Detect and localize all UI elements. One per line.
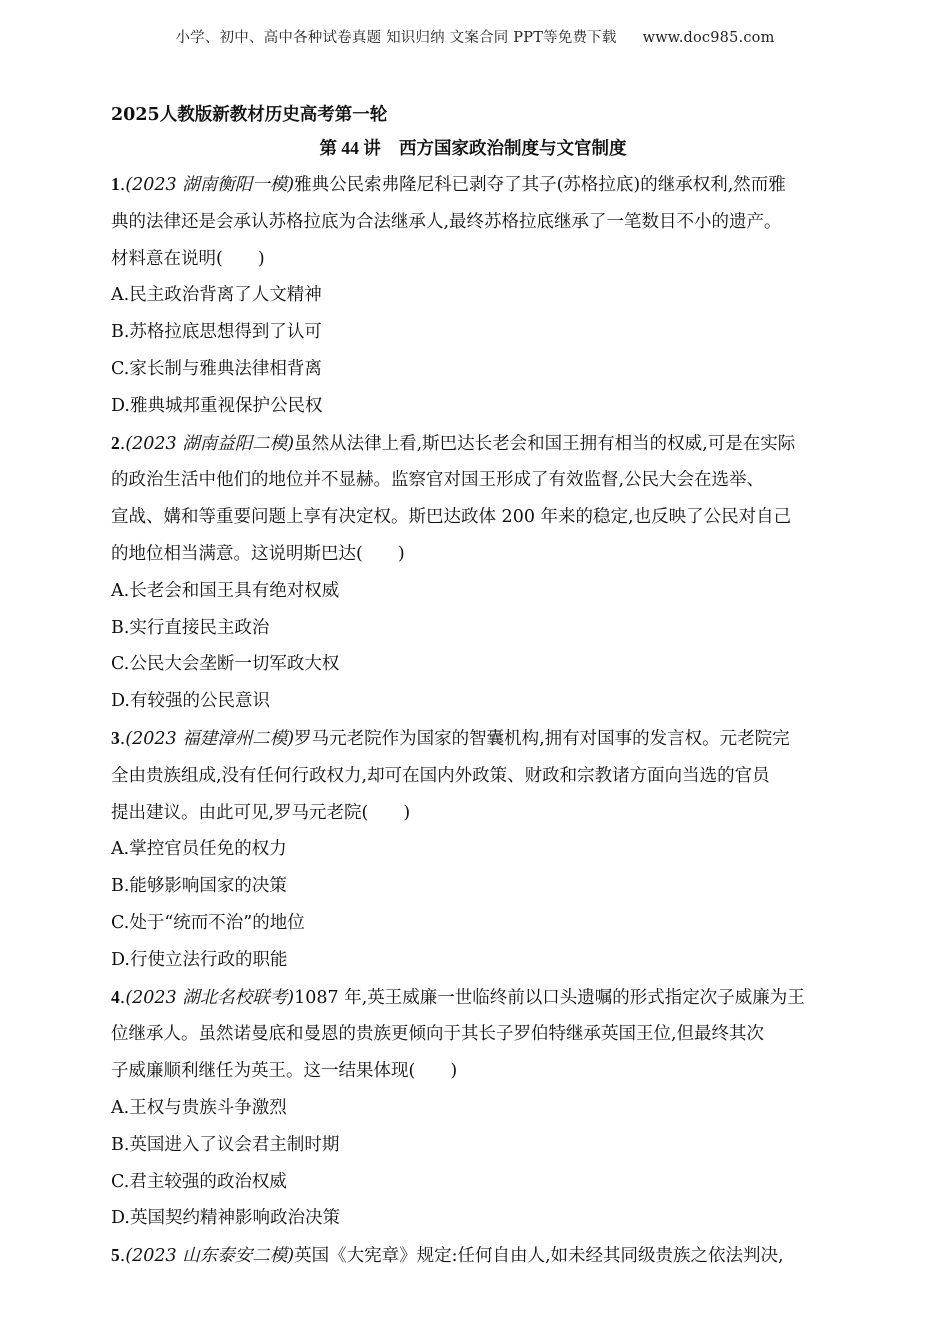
option-b: B.实行直接民主政治 xyxy=(111,617,270,638)
option-a: A.掌控官员任免的权力 xyxy=(111,839,287,860)
option-d: D.雅典城邦重视保护公民权 xyxy=(111,395,323,416)
question-stem-line: 1.(2023 湖南衡阳一模)雅典公民索弗隆尼科已剥夺了其子(苏格拉底)的继承权利,然而雅 xyxy=(111,174,786,195)
question-number: 2 xyxy=(111,432,120,453)
option-b: B.能够影响国家的决策 xyxy=(111,876,287,897)
option-a: A.王权与贵族斗争激烈 xyxy=(111,1097,287,1118)
lecture-number: 第 44 讲 xyxy=(319,138,381,158)
question-stem-line: 的地位相当满意。这说明斯巴达( ) xyxy=(111,543,405,564)
option-b: B.苏格拉底思想得到了认可 xyxy=(111,322,322,343)
option-a: A.长老会和国王具有绝对权威 xyxy=(111,580,340,601)
document-content xyxy=(111,100,855,1275)
option-d: D.有较强的公民意识 xyxy=(111,691,270,712)
question-stem-line: 材料意在说明( ) xyxy=(111,248,265,269)
option-c: C.处于“统而不治”的地位 xyxy=(111,912,305,933)
option-d: D.英国契约精神影响政治决策 xyxy=(111,1208,340,1229)
question-text: 1087 年,英王威廉一世临终前以口头遗嘱的形式指定次子威廉为王 xyxy=(294,987,805,1008)
option-c: C.家长制与雅典法律相背离 xyxy=(111,358,322,379)
option-d: D.行使立法行政的职能 xyxy=(111,949,288,970)
question-1 xyxy=(111,166,855,425)
header-site[interactable]: www.doc985.com xyxy=(642,30,775,46)
document-title: 2025人教版新教材历史高考第一轮 xyxy=(111,105,388,125)
option-c: C.公民大会垄断一切军政大权 xyxy=(111,654,340,675)
question-source: (2023 福建漳州二模) xyxy=(125,728,295,749)
question-stem-line: 子威廉顺利继任为英王。这一结果体现( ) xyxy=(111,1061,458,1082)
question-text: 罗马元老院作为国家的智囊机构,拥有对国事的发言权。元老院完 xyxy=(294,728,790,749)
question-stem-line: 3.(2023 福建漳州二模)罗马元老院作为国家的智囊机构,拥有对国事的发言权。元老院完 xyxy=(111,727,790,749)
question-stem-line: 4.(2023 湖北名校联考)1087 年,英王威廉一世临终前以口头遗嘱的形式指定次子威廉为王 xyxy=(111,986,805,1008)
page-header xyxy=(0,26,950,47)
question-source: (2023 山东泰安二模) xyxy=(125,1246,295,1267)
question-text: 虽然从法律上看,斯巴达长老会和国王拥有相当的权威,可是在实际 xyxy=(294,433,796,454)
header-tagline: 小学、初中、高中各种试卷真题 知识归纳 文案合同 PPT等免费下载 xyxy=(175,30,617,46)
question-3 xyxy=(111,720,855,979)
question-source: (2023 湖南益阳二模) xyxy=(125,433,295,454)
question-source: (2023 湖南衡阳一模) xyxy=(125,175,295,195)
question-stem-line: 2.(2023 湖南益阳二模)虽然从法律上看,斯巴达长老会和国王拥有相当的权威,可是在实际 xyxy=(111,432,796,454)
question-2 xyxy=(111,425,855,720)
question-stem-line: 提出建议。由此可见,罗马元老院( ) xyxy=(111,802,411,823)
question-number: 3 xyxy=(111,727,120,748)
lecture-topic: 西方国家政治制度与文官制度 xyxy=(399,139,627,159)
question-number: 5 xyxy=(111,1245,120,1266)
question-text: 雅典公民索弗隆尼科已剥夺了其子(苏格拉底)的继承权利,然而雅 xyxy=(294,175,786,195)
question-stem-line: 的政治生活中他们的地位并不显赫。监察官对国王形成了有效监督,公民大会在选举、 xyxy=(111,470,765,491)
question-text: 英国《大宪章》规定:任何自由人,如未经其同级贵族之依法判决, xyxy=(294,1246,784,1267)
question-stem-line: 5.(2023 山东泰安二模)英国《大宪章》规定:任何自由人,如未经其同级贵族之依法判决, xyxy=(111,1245,784,1267)
question-stem-line: 宣战、媾和等重要问题上享有决定权。斯巴达政体 200 年来的稳定,也反映了公民对自己 xyxy=(111,507,792,528)
question-stem-line: 位继承人。虽然诺曼底和曼恩的贵族更倾向于其长子罗伯特继承英国王位,但最终其次 xyxy=(111,1024,765,1045)
option-c: C.君主较强的政治权威 xyxy=(111,1171,287,1192)
question-4 xyxy=(111,979,855,1238)
question-5 xyxy=(111,1237,855,1275)
question-stem-line: 全由贵族组成,没有任何行政权力,却可在国内外政策、财政和宗教诸方面向当选的官员 xyxy=(111,765,770,786)
question-number: 1 xyxy=(111,174,120,194)
option-b: B.英国进入了议会君主制时期 xyxy=(111,1134,340,1155)
lecture-title xyxy=(91,130,855,166)
question-stem-line: 典的法律还是会承认苏格拉底为合法继承人,最终苏格拉底继承了一笔数目不小的遗产。 xyxy=(111,211,782,232)
question-number: 4 xyxy=(111,986,120,1007)
option-a: A.民主政治背离了人文精神 xyxy=(111,285,322,306)
question-source: (2023 湖北名校联考) xyxy=(125,987,295,1008)
